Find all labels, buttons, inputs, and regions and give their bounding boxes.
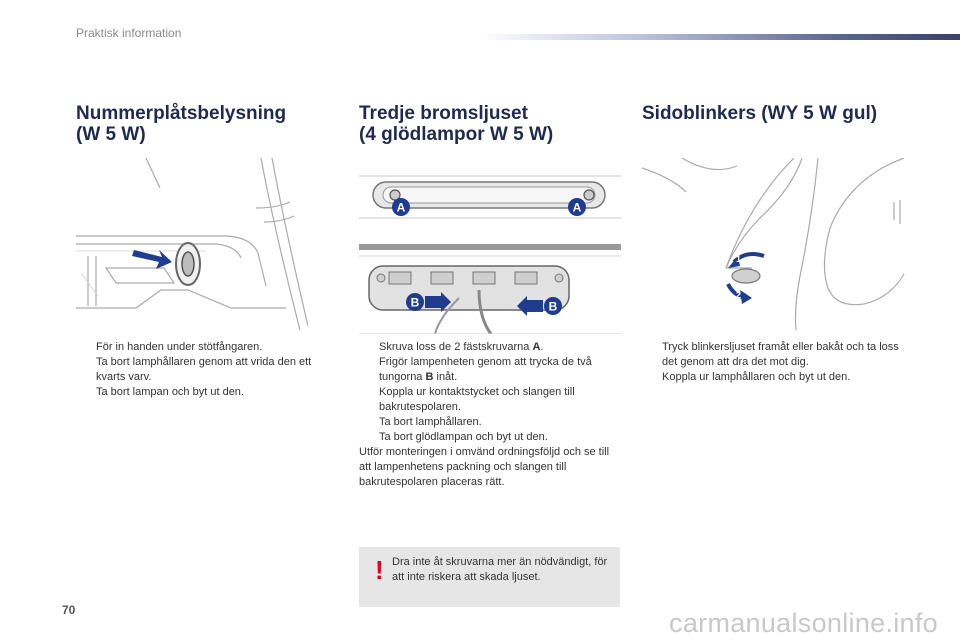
warning-icon: ! [375, 555, 384, 585]
list-item: För in handen under stötfångaren. [96, 341, 263, 353]
section-title: Praktisk information [76, 26, 182, 40]
heading-third-brake-light [359, 103, 553, 145]
heading-line: (W 5 W) [76, 124, 146, 145]
list-item: Ta bort lamphållaren genom att vrida den ett kvarts varv. [96, 356, 312, 383]
brake-light-instructions [359, 340, 617, 490]
warning-text: Dra inte åt skruvarna mer än nödvändigt, för att inte riskera att skada ljuset. [392, 556, 608, 583]
lamp-holder [176, 243, 200, 285]
heading-license-plate-light [76, 103, 286, 145]
arrow-label-1: 1 [736, 254, 742, 264]
header-gradient-bar [480, 34, 960, 40]
label-a: A [396, 200, 406, 215]
list-item: Koppla ur kontaktstycket och slangen till bakrutespolaren. [379, 386, 575, 413]
label-b: B [548, 299, 558, 314]
heading-side-indicator [642, 103, 877, 124]
label-badge-a-left [392, 198, 410, 216]
arrow-2-icon [728, 284, 752, 304]
list-item: Tryck blinkersljuset framåt eller bakåt och ta loss det genom att dra det mot dig. [662, 341, 899, 368]
license-plate-light-illustration [76, 158, 308, 330]
warning-box [359, 547, 620, 607]
list-item: Koppla ur lamphållaren och byt ut den. [662, 371, 851, 383]
list-item: Ta bort lamphållaren. [379, 416, 482, 428]
page-number: 70 [62, 603, 76, 617]
arrow-icon [132, 250, 172, 269]
heading-line: Sidoblinkers (WY 5 W gul) [642, 103, 878, 124]
reassembly-paragraph: Utför monteringen i omvänd ordningsföljd och se till att lampenhetens packning och slangen till bakrutespolaren placeras rätt. [359, 446, 610, 488]
side-indicator-illustration [642, 158, 906, 330]
brake-light-illustration [359, 170, 621, 334]
list-item: Frigör lampenheten genom att trycka de två tungorna B inåt. [379, 356, 592, 383]
license-plate-instructions [76, 340, 328, 400]
label-badge-a-right [568, 198, 586, 216]
list-item: Skruva loss de 2 fästskruvarna A. [379, 341, 544, 353]
side-indicator-instructions [642, 340, 900, 385]
label-a: A [572, 200, 582, 215]
watermark: carmanualsonline.info [669, 608, 938, 638]
list-item: Ta bort lampan och byt ut den. [96, 386, 244, 398]
list-item: Ta bort glödlampan och byt ut den. [379, 431, 548, 443]
arrow-label-2: 2 [736, 290, 742, 300]
label-b: B [410, 295, 420, 310]
indicator-lamp [732, 269, 760, 283]
arrow-1-icon [728, 254, 764, 268]
screw-icon [584, 190, 594, 200]
heading-line: (4 glödlampor W 5 W) [359, 124, 554, 145]
heading-line: Tredje bromsljuset [359, 103, 528, 124]
heading-line: Nummerplåtsbelysning [76, 103, 287, 124]
